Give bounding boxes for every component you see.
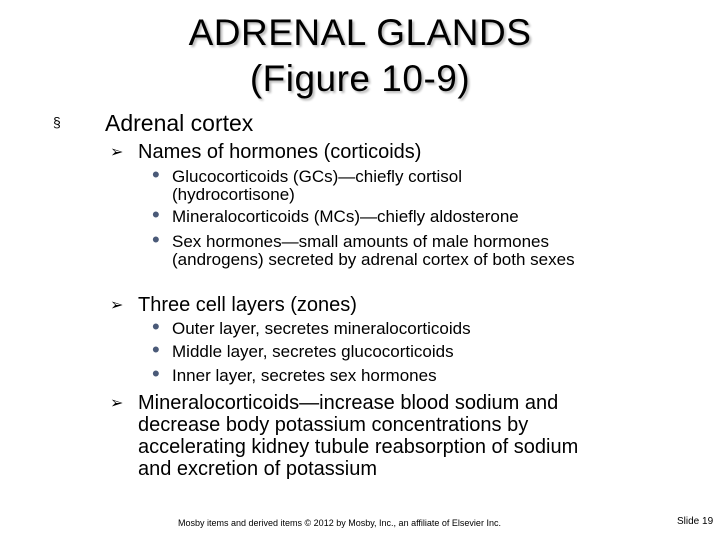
section-bullet-icon: §	[53, 114, 61, 130]
arrow-bullet-icon: ➢	[110, 144, 124, 161]
dot-bullet-icon: •	[152, 314, 160, 339]
arrow-bullet-icon: ➢	[110, 297, 124, 314]
list-item-text: Glucocorticoids (GCs)—chiefly cortisol (hydrocortisone)	[172, 167, 463, 204]
list-item-text: Inner layer, secretes sex hormones	[172, 366, 437, 385]
dot-bullet-icon: •	[152, 361, 160, 386]
subheading-text: Mineralocorticoids—increase blood sodium and decrease body potassium concentrations by accelerating kidney tubule reabsorption of sodium and excretion of potassium	[138, 392, 579, 480]
list-item-text: Outer layer, secretes mineralocorticoids	[172, 319, 471, 338]
copyright-notice: Mosby items and derived items © 2012 by Mosby, Inc., an affiliate of Elsevier Inc.	[178, 518, 501, 528]
slide-number: Slide 19	[677, 516, 714, 527]
list-item-text: Middle layer, secretes glucocorticoids	[172, 342, 454, 361]
subheading-text: Names of hormones (corticoids)	[138, 141, 422, 163]
dot-bullet-icon: •	[152, 162, 160, 187]
list-item-text: Sex hormones—small amounts of male hormones (androgens) secreted by adrenal cortex of both sexes	[172, 232, 575, 269]
slide-title	[0, 10, 720, 102]
level1-text: Adrenal cortex	[105, 110, 254, 136]
dot-bullet-icon: •	[152, 202, 160, 227]
title-line-1: ADRENAL GLANDS	[188, 12, 532, 53]
title-line-2: (Figure 10-9)	[249, 58, 471, 99]
list-item-text: Mineralocorticoids (MCs)—chiefly aldosterone	[172, 207, 519, 226]
arrow-bullet-icon: ➢	[110, 395, 124, 412]
dot-bullet-icon: •	[152, 227, 160, 252]
dot-bullet-icon: •	[152, 337, 160, 362]
subheading-text: Three cell layers (zones)	[138, 294, 357, 316]
